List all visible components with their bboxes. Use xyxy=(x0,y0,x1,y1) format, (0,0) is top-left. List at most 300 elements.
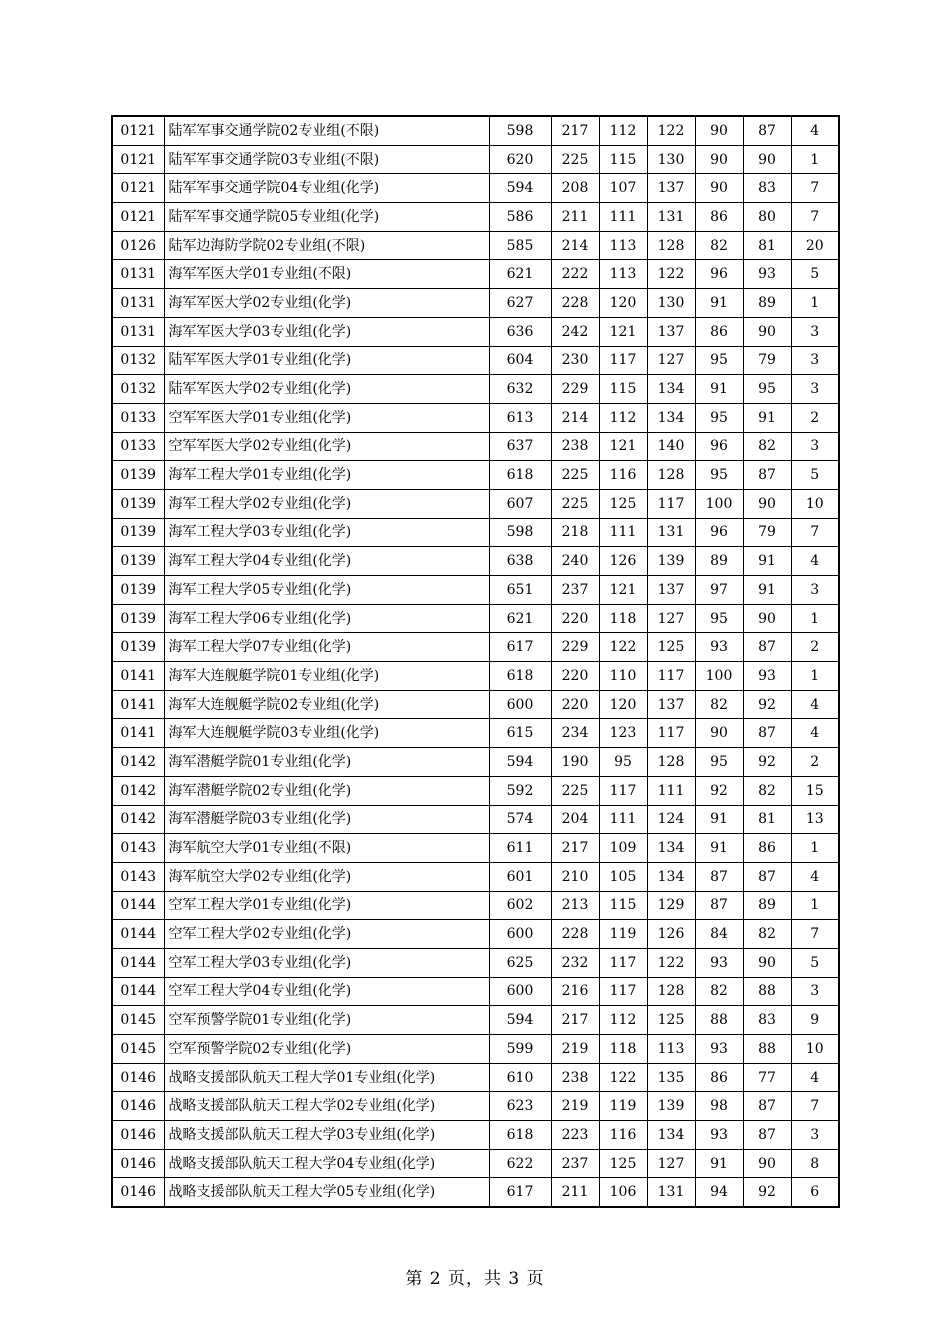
total-score-cell: 637 xyxy=(489,432,551,461)
score-cell-4: 95 xyxy=(695,346,743,375)
group-name-cell: 陆军军事交通学院04专业组(化学) xyxy=(164,174,489,203)
score-cell-3: 134 xyxy=(647,375,695,404)
score-cell-4: 88 xyxy=(695,1006,743,1035)
score-cell-5: 81 xyxy=(743,805,791,834)
rank-count-cell: 1 xyxy=(791,145,839,174)
group-name-cell: 战略支援部队航天工程大学04专业组(化学) xyxy=(164,1149,489,1178)
table-row xyxy=(112,461,839,490)
score-cell-1: 238 xyxy=(551,432,599,461)
rank-count-cell: 10 xyxy=(791,489,839,518)
group-name-cell: 海军军医大学02专业组(化学) xyxy=(164,289,489,318)
score-cell-1: 211 xyxy=(551,203,599,232)
score-cell-3: 127 xyxy=(647,604,695,633)
score-cell-3: 134 xyxy=(647,1121,695,1150)
group-name-cell: 海军大连舰艇学院01专业组(化学) xyxy=(164,662,489,691)
score-cell-4: 93 xyxy=(695,1035,743,1064)
score-cell-4: 87 xyxy=(695,891,743,920)
table-row xyxy=(112,547,839,576)
group-name-cell: 空军军医大学02专业组(化学) xyxy=(164,432,489,461)
score-cell-3: 111 xyxy=(647,776,695,805)
score-cell-1: 218 xyxy=(551,518,599,547)
score-cell-2: 116 xyxy=(599,461,647,490)
total-score-cell: 621 xyxy=(489,604,551,633)
group-name-cell: 战略支援部队航天工程大学02专业组(化学) xyxy=(164,1092,489,1121)
table-row xyxy=(112,145,839,174)
score-cell-5: 91 xyxy=(743,403,791,432)
score-cell-5: 91 xyxy=(743,576,791,605)
score-cell-5: 82 xyxy=(743,920,791,949)
score-cell-3: 128 xyxy=(647,461,695,490)
score-cell-1: 217 xyxy=(551,1006,599,1035)
score-cell-1: 240 xyxy=(551,547,599,576)
score-cell-3: 117 xyxy=(647,719,695,748)
score-cell-5: 92 xyxy=(743,1178,791,1207)
school-code-cell: 0143 xyxy=(112,862,164,891)
total-score-cell: 598 xyxy=(489,116,551,145)
school-code-cell: 0131 xyxy=(112,289,164,318)
score-cell-4: 95 xyxy=(695,604,743,633)
school-code-cell: 0146 xyxy=(112,1149,164,1178)
school-code-cell: 0139 xyxy=(112,518,164,547)
school-code-cell: 0139 xyxy=(112,461,164,490)
rank-count-cell: 5 xyxy=(791,948,839,977)
total-score-cell: 617 xyxy=(489,1178,551,1207)
rank-count-cell: 13 xyxy=(791,805,839,834)
score-cell-5: 79 xyxy=(743,518,791,547)
school-code-cell: 0141 xyxy=(112,719,164,748)
rank-count-cell: 7 xyxy=(791,1092,839,1121)
table-row xyxy=(112,805,839,834)
score-cell-2: 121 xyxy=(599,576,647,605)
score-cell-2: 116 xyxy=(599,1121,647,1150)
score-cell-5: 90 xyxy=(743,489,791,518)
rank-count-cell: 1 xyxy=(791,891,839,920)
score-cell-5: 90 xyxy=(743,317,791,346)
score-cell-1: 230 xyxy=(551,346,599,375)
table-row xyxy=(112,977,839,1006)
admission-score-table xyxy=(111,115,840,1208)
score-cell-4: 95 xyxy=(695,403,743,432)
score-cell-2: 113 xyxy=(599,231,647,260)
total-score-cell: 623 xyxy=(489,1092,551,1121)
score-cell-1: 190 xyxy=(551,748,599,777)
rank-count-cell: 1 xyxy=(791,289,839,318)
score-cell-4: 84 xyxy=(695,920,743,949)
score-cell-2: 120 xyxy=(599,690,647,719)
school-code-cell: 0139 xyxy=(112,547,164,576)
score-cell-3: 124 xyxy=(647,805,695,834)
score-cell-5: 87 xyxy=(743,633,791,662)
rank-count-cell: 8 xyxy=(791,1149,839,1178)
score-cell-2: 117 xyxy=(599,776,647,805)
score-cell-1: 220 xyxy=(551,662,599,691)
score-cell-4: 90 xyxy=(695,174,743,203)
score-cell-1: 217 xyxy=(551,834,599,863)
score-cell-3: 128 xyxy=(647,977,695,1006)
score-cell-1: 229 xyxy=(551,633,599,662)
total-score-cell: 592 xyxy=(489,776,551,805)
score-cell-2: 126 xyxy=(599,547,647,576)
group-name-cell: 空军军医大学01专业组(化学) xyxy=(164,403,489,432)
table-row xyxy=(112,518,839,547)
score-cell-5: 87 xyxy=(743,1092,791,1121)
score-cell-4: 91 xyxy=(695,1149,743,1178)
score-cell-4: 96 xyxy=(695,260,743,289)
total-score-cell: 607 xyxy=(489,489,551,518)
score-cell-3: 137 xyxy=(647,174,695,203)
score-cell-3: 128 xyxy=(647,748,695,777)
score-cell-5: 82 xyxy=(743,432,791,461)
score-cell-2: 111 xyxy=(599,518,647,547)
score-cell-3: 137 xyxy=(647,576,695,605)
score-cell-2: 121 xyxy=(599,432,647,461)
table-row xyxy=(112,920,839,949)
score-cell-4: 98 xyxy=(695,1092,743,1121)
score-cell-5: 90 xyxy=(743,948,791,977)
school-code-cell: 0142 xyxy=(112,748,164,777)
score-cell-4: 91 xyxy=(695,289,743,318)
total-score-cell: 621 xyxy=(489,260,551,289)
score-cell-5: 88 xyxy=(743,977,791,1006)
school-code-cell: 0141 xyxy=(112,662,164,691)
score-cell-4: 90 xyxy=(695,116,743,145)
rank-count-cell: 7 xyxy=(791,518,839,547)
table-row xyxy=(112,604,839,633)
rank-count-cell: 3 xyxy=(791,576,839,605)
score-cell-4: 91 xyxy=(695,805,743,834)
school-code-cell: 0131 xyxy=(112,317,164,346)
score-cell-2: 107 xyxy=(599,174,647,203)
score-cell-5: 87 xyxy=(743,1121,791,1150)
score-cell-3: 125 xyxy=(647,1006,695,1035)
school-code-cell: 0121 xyxy=(112,145,164,174)
rank-count-cell: 1 xyxy=(791,604,839,633)
group-name-cell: 战略支援部队航天工程大学03专业组(化学) xyxy=(164,1121,489,1150)
score-cell-4: 87 xyxy=(695,862,743,891)
score-cell-2: 117 xyxy=(599,346,647,375)
school-code-cell: 0144 xyxy=(112,891,164,920)
group-name-cell: 海军潜艇学院03专业组(化学) xyxy=(164,805,489,834)
rank-count-cell: 5 xyxy=(791,461,839,490)
total-score-cell: 604 xyxy=(489,346,551,375)
score-cell-2: 118 xyxy=(599,1035,647,1064)
rank-count-cell: 9 xyxy=(791,1006,839,1035)
total-score-cell: 586 xyxy=(489,203,551,232)
score-cell-3: 130 xyxy=(647,289,695,318)
score-cell-2: 115 xyxy=(599,375,647,404)
score-cell-3: 122 xyxy=(647,948,695,977)
table-row xyxy=(112,834,839,863)
score-cell-1: 225 xyxy=(551,145,599,174)
score-cell-3: 139 xyxy=(647,547,695,576)
rank-count-cell: 3 xyxy=(791,317,839,346)
group-name-cell: 海军航空大学01专业组(不限) xyxy=(164,834,489,863)
school-code-cell: 0121 xyxy=(112,203,164,232)
group-name-cell: 战略支援部队航天工程大学01专业组(化学) xyxy=(164,1063,489,1092)
group-name-cell: 海军工程大学05专业组(化学) xyxy=(164,576,489,605)
score-cell-1: 223 xyxy=(551,1121,599,1150)
school-code-cell: 0139 xyxy=(112,633,164,662)
score-cell-1: 219 xyxy=(551,1035,599,1064)
score-cell-2: 112 xyxy=(599,403,647,432)
score-cell-3: 125 xyxy=(647,633,695,662)
table-row xyxy=(112,948,839,977)
score-cell-3: 129 xyxy=(647,891,695,920)
rank-count-cell: 7 xyxy=(791,174,839,203)
score-cell-3: 131 xyxy=(647,203,695,232)
score-cell-3: 130 xyxy=(647,145,695,174)
score-cell-3: 137 xyxy=(647,690,695,719)
table-row xyxy=(112,1035,839,1064)
group-name-cell: 战略支援部队航天工程大学05专业组(化学) xyxy=(164,1178,489,1207)
group-name-cell: 海军工程大学04专业组(化学) xyxy=(164,547,489,576)
group-name-cell: 陆军军事交通学院03专业组(不限) xyxy=(164,145,489,174)
score-cell-5: 90 xyxy=(743,145,791,174)
group-name-cell: 海军军医大学01专业组(不限) xyxy=(164,260,489,289)
table-row xyxy=(112,633,839,662)
score-cell-2: 118 xyxy=(599,604,647,633)
score-cell-5: 81 xyxy=(743,231,791,260)
total-score-cell: 611 xyxy=(489,834,551,863)
group-name-cell: 海军工程大学06专业组(化学) xyxy=(164,604,489,633)
rank-count-cell: 20 xyxy=(791,231,839,260)
table-row xyxy=(112,748,839,777)
score-cell-3: 126 xyxy=(647,920,695,949)
score-cell-1: 204 xyxy=(551,805,599,834)
school-code-cell: 0121 xyxy=(112,174,164,203)
total-score-cell: 615 xyxy=(489,719,551,748)
total-score-cell: 620 xyxy=(489,145,551,174)
score-cell-2: 115 xyxy=(599,145,647,174)
school-code-cell: 0146 xyxy=(112,1092,164,1121)
score-cell-5: 87 xyxy=(743,116,791,145)
score-cell-2: 111 xyxy=(599,805,647,834)
school-code-cell: 0144 xyxy=(112,920,164,949)
school-code-cell: 0121 xyxy=(112,116,164,145)
score-cell-5: 82 xyxy=(743,776,791,805)
group-name-cell: 海军工程大学01专业组(化学) xyxy=(164,461,489,490)
score-cell-3: 122 xyxy=(647,260,695,289)
score-cell-4: 97 xyxy=(695,576,743,605)
school-code-cell: 0144 xyxy=(112,948,164,977)
score-cell-1: 234 xyxy=(551,719,599,748)
score-cell-4: 100 xyxy=(695,489,743,518)
group-name-cell: 海军潜艇学院01专业组(化学) xyxy=(164,748,489,777)
table-row xyxy=(112,317,839,346)
score-cell-2: 125 xyxy=(599,1149,647,1178)
rank-count-cell: 3 xyxy=(791,346,839,375)
score-cell-4: 86 xyxy=(695,317,743,346)
rank-count-cell: 10 xyxy=(791,1035,839,1064)
score-cell-4: 95 xyxy=(695,461,743,490)
score-cell-3: 135 xyxy=(647,1063,695,1092)
score-cell-3: 113 xyxy=(647,1035,695,1064)
school-code-cell: 0145 xyxy=(112,1035,164,1064)
rank-count-cell: 1 xyxy=(791,662,839,691)
score-cell-1: 225 xyxy=(551,461,599,490)
score-cell-2: 111 xyxy=(599,203,647,232)
total-score-cell: 651 xyxy=(489,576,551,605)
score-cell-4: 92 xyxy=(695,776,743,805)
total-score-cell: 618 xyxy=(489,461,551,490)
score-cell-2: 110 xyxy=(599,662,647,691)
table-body xyxy=(112,116,839,1207)
score-cell-4: 86 xyxy=(695,1063,743,1092)
total-score-cell: 617 xyxy=(489,633,551,662)
group-name-cell: 空军预警学院01专业组(化学) xyxy=(164,1006,489,1035)
score-cell-1: 225 xyxy=(551,489,599,518)
total-score-cell: 594 xyxy=(489,174,551,203)
school-code-cell: 0133 xyxy=(112,403,164,432)
total-score-cell: 600 xyxy=(489,690,551,719)
score-cell-4: 93 xyxy=(695,633,743,662)
score-cell-5: 90 xyxy=(743,1149,791,1178)
group-name-cell: 陆军军事交通学院05专业组(化学) xyxy=(164,203,489,232)
score-cell-5: 95 xyxy=(743,375,791,404)
table-row xyxy=(112,231,839,260)
school-code-cell: 0142 xyxy=(112,805,164,834)
score-cell-1: 225 xyxy=(551,776,599,805)
total-score-cell: 594 xyxy=(489,1006,551,1035)
score-cell-1: 222 xyxy=(551,260,599,289)
score-cell-2: 121 xyxy=(599,317,647,346)
rank-count-cell: 5 xyxy=(791,260,839,289)
group-name-cell: 海军工程大学07专业组(化学) xyxy=(164,633,489,662)
group-name-cell: 陆军军医大学02专业组(化学) xyxy=(164,375,489,404)
rank-count-cell: 4 xyxy=(791,862,839,891)
total-score-cell: 600 xyxy=(489,920,551,949)
score-cell-5: 86 xyxy=(743,834,791,863)
group-name-cell: 海军军医大学03专业组(化学) xyxy=(164,317,489,346)
table-row xyxy=(112,891,839,920)
school-code-cell: 0146 xyxy=(112,1063,164,1092)
score-cell-1: 228 xyxy=(551,289,599,318)
total-score-cell: 600 xyxy=(489,977,551,1006)
rank-count-cell: 7 xyxy=(791,203,839,232)
score-cell-5: 90 xyxy=(743,604,791,633)
score-cell-1: 210 xyxy=(551,862,599,891)
table-row xyxy=(112,174,839,203)
score-cell-1: 214 xyxy=(551,403,599,432)
score-cell-4: 89 xyxy=(695,547,743,576)
school-code-cell: 0142 xyxy=(112,776,164,805)
score-cell-3: 117 xyxy=(647,489,695,518)
group-name-cell: 海军大连舰艇学院03专业组(化学) xyxy=(164,719,489,748)
total-score-cell: 622 xyxy=(489,1149,551,1178)
group-name-cell: 海军工程大学02专业组(化学) xyxy=(164,489,489,518)
rank-count-cell: 2 xyxy=(791,748,839,777)
score-cell-1: 237 xyxy=(551,1149,599,1178)
score-cell-5: 92 xyxy=(743,690,791,719)
score-cell-2: 113 xyxy=(599,260,647,289)
score-cell-5: 89 xyxy=(743,891,791,920)
group-name-cell: 空军工程大学03专业组(化学) xyxy=(164,948,489,977)
score-cell-1: 232 xyxy=(551,948,599,977)
score-cell-5: 89 xyxy=(743,289,791,318)
school-code-cell: 0146 xyxy=(112,1178,164,1207)
score-cell-2: 106 xyxy=(599,1178,647,1207)
total-score-cell: 613 xyxy=(489,403,551,432)
rank-count-cell: 2 xyxy=(791,633,839,662)
score-cell-5: 87 xyxy=(743,862,791,891)
rank-count-cell: 3 xyxy=(791,375,839,404)
total-score-cell: 632 xyxy=(489,375,551,404)
total-score-cell: 627 xyxy=(489,289,551,318)
rank-count-cell: 6 xyxy=(791,1178,839,1207)
score-cell-4: 96 xyxy=(695,432,743,461)
score-cell-3: 139 xyxy=(647,1092,695,1121)
score-cell-5: 80 xyxy=(743,203,791,232)
score-cell-2: 117 xyxy=(599,948,647,977)
table-row xyxy=(112,203,839,232)
score-cell-3: 137 xyxy=(647,317,695,346)
rank-count-cell: 15 xyxy=(791,776,839,805)
school-code-cell: 0144 xyxy=(112,977,164,1006)
score-cell-1: 238 xyxy=(551,1063,599,1092)
group-name-cell: 空军工程大学04专业组(化学) xyxy=(164,977,489,1006)
page-footer: 第 2 页，共 3 页 xyxy=(405,1269,545,1289)
score-cell-2: 123 xyxy=(599,719,647,748)
score-cell-1: 242 xyxy=(551,317,599,346)
score-cell-4: 100 xyxy=(695,662,743,691)
score-cell-1: 216 xyxy=(551,977,599,1006)
score-cell-4: 86 xyxy=(695,203,743,232)
school-code-cell: 0132 xyxy=(112,346,164,375)
table-row xyxy=(112,489,839,518)
rank-count-cell: 4 xyxy=(791,547,839,576)
school-code-cell: 0131 xyxy=(112,260,164,289)
total-score-cell: 599 xyxy=(489,1035,551,1064)
score-cell-3: 134 xyxy=(647,834,695,863)
score-cell-2: 122 xyxy=(599,633,647,662)
school-code-cell: 0143 xyxy=(112,834,164,863)
score-cell-1: 237 xyxy=(551,576,599,605)
score-cell-2: 112 xyxy=(599,1006,647,1035)
score-cell-2: 109 xyxy=(599,834,647,863)
table-row xyxy=(112,576,839,605)
total-score-cell: 618 xyxy=(489,662,551,691)
score-cell-1: 213 xyxy=(551,891,599,920)
total-score-cell: 594 xyxy=(489,748,551,777)
table-row xyxy=(112,403,839,432)
score-cell-1: 217 xyxy=(551,116,599,145)
table-row xyxy=(112,690,839,719)
table-row xyxy=(112,116,839,145)
table-row xyxy=(112,1063,839,1092)
score-cell-5: 77 xyxy=(743,1063,791,1092)
group-name-cell: 海军潜艇学院02专业组(化学) xyxy=(164,776,489,805)
table-row xyxy=(112,375,839,404)
score-cell-1: 220 xyxy=(551,690,599,719)
score-cell-4: 90 xyxy=(695,145,743,174)
school-code-cell: 0139 xyxy=(112,576,164,605)
school-code-cell: 0132 xyxy=(112,375,164,404)
table-row xyxy=(112,1121,839,1150)
score-cell-4: 93 xyxy=(695,948,743,977)
table-row xyxy=(112,1092,839,1121)
school-code-cell: 0141 xyxy=(112,690,164,719)
score-cell-3: 128 xyxy=(647,231,695,260)
total-score-cell: 625 xyxy=(489,948,551,977)
school-code-cell: 0139 xyxy=(112,489,164,518)
table-row xyxy=(112,662,839,691)
table-row xyxy=(112,1149,839,1178)
score-cell-4: 91 xyxy=(695,834,743,863)
group-name-cell: 陆军军事交通学院02专业组(不限) xyxy=(164,116,489,145)
school-code-cell: 0126 xyxy=(112,231,164,260)
score-cell-5: 93 xyxy=(743,662,791,691)
score-cell-5: 83 xyxy=(743,174,791,203)
